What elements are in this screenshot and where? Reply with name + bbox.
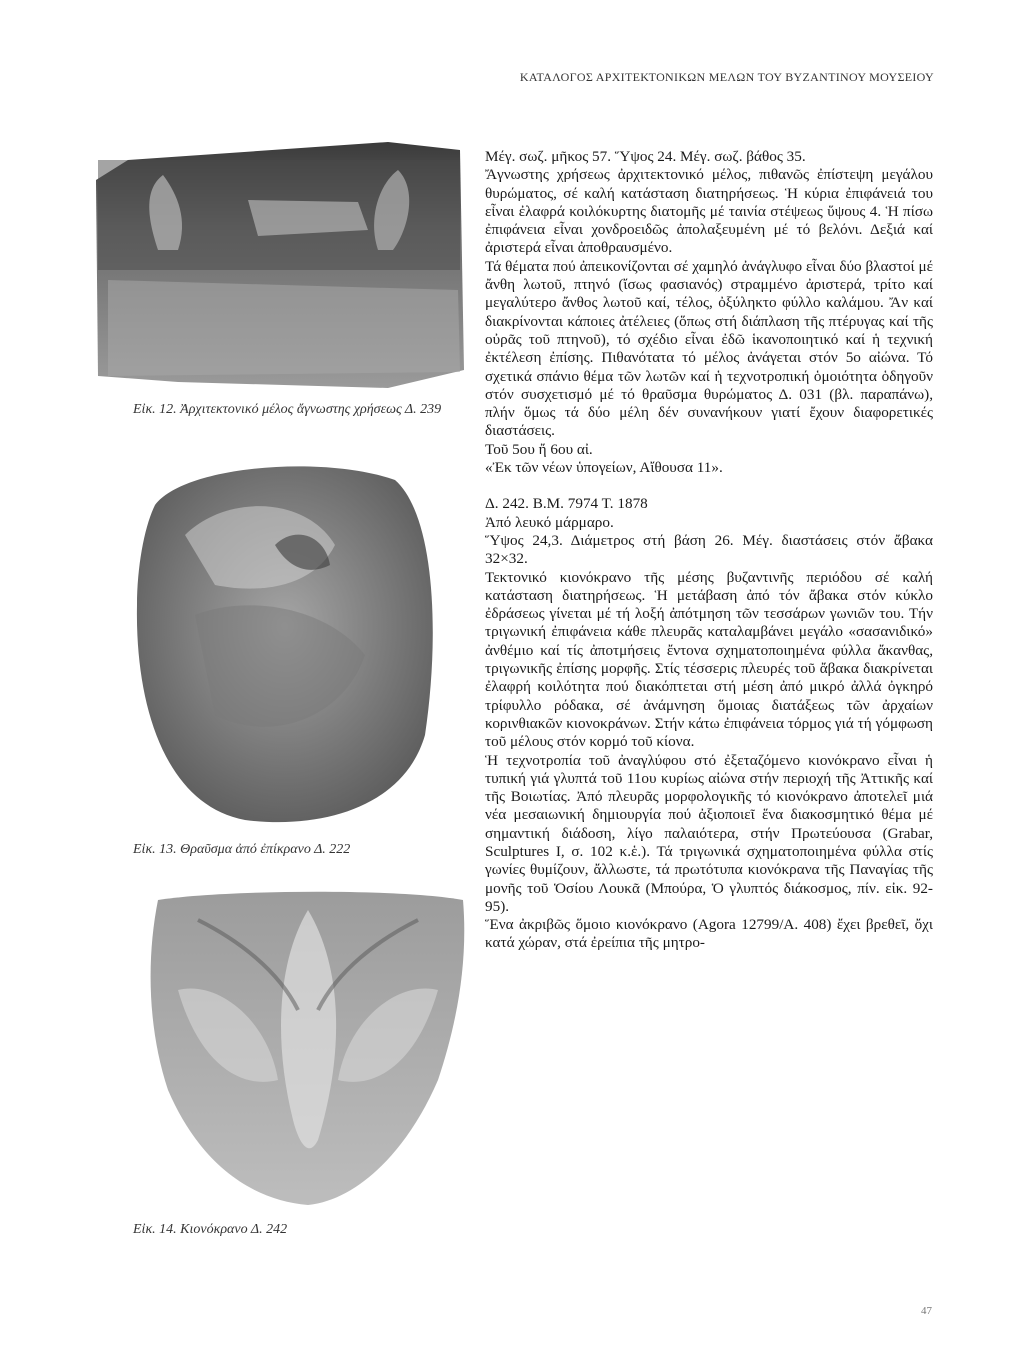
entry-239-description: Ἄγνωστης χρήσεως ἀρχιτεκτονικό μέλος, πιθανῶς ἐπίστεψη μεγάλου θυρώματος, σέ καλή κατάσταση διατηρήσεως. Ἡ κύρια ἐπιφάνειά του εἶναι ἐλαφρά κοιλόκυρτης διατομῆς μέ ταινία στέψεως ὕψους 4. Ἡ πίσω ἐπιφάνεια εἶναι χονδροειδῶς ἀπολαξευμένη μέ τό βελόνι. Δεξιά καί ἀριστερά εἶναι ἀποθραυσμένο. [485,166,933,257]
entry-242-dimensions: Ὕψος 24,3. Διάμετρος στή βάση 26. Μέγ. διαστάσεις στόν ἄβακα 32×32. [485,531,933,568]
entry-239-date: Τοῦ 5ου ἤ 6ου αἰ. [485,440,593,458]
entry-242-style: Ἡ τεχνοτροπία τοῦ ἀναγλύφου στό ἐξεταζόμενο κιονόκρανο εἶναι ἡ τυπική γιά γλυπτά τοῦ 11ου κυρίως αἰώνα στήν περιοχή τῆς Ἀττικῆς καί τῆς Βοιωτίας. Ἀπό πλευρᾶς μορφολογικῆς τό κιονόκρανο ἀποτελεῖ μιά νέα μεσαιωνική δημιουργία πού ἀξιοποιεῖ ἕνα διακοσμητικό θέμα μέ σημαντική διάδοση, λίγο παλαιότερα, στήν Πρωτεύουσα (Grabar, Sculptures I, σ. 102 κ.ἑ.). Τά τριγωνικά σχηματοποιημένα φύλλα στίς γωνίες θυμίζουν, ἄλλωστε, τά πρωτότυπα κιονόκρανα τῆς Παναγίας τῆς μονῆς τοῦ Ὁσίου Λουκᾶ (Μπούρα, Ὁ γλυπτός διάκοσμος, πίν. εἰκ. 92-95). [485,751,933,915]
entry-239-dimensions: Μέγ. σωζ. μῆκος 57. Ὕψος 24. Μέγ. σωζ. βάθος 35. [485,148,806,165]
entry-242-material: Ἀπό λευκό μάρμαρο. [485,513,614,531]
figure-12-photo [88,140,468,390]
figure-14-caption: Εἰκ. 14. Κιονόκρανο Δ. 242 [133,1222,288,1237]
entry-242-description: Τεκτονικό κιονόκρανο τῆς μέσης βυζαντινῆς περιόδου σέ καλή κατάσταση διατηρήσεως. Ἡ μετάβαση ἀπό τόν ἄβακα στόν κύκλο ἐδράσεως γίνεται μέ τή λοξή ἀπότμηση τῶν τεσσάρων γωνιῶν του. Τήν τριγωνική ἐπιφάνεια κάθε πλευρᾶς καταλαμβάνει μεγάλο «σασανιδικό» ἀνθέμιο καί τίς ἀποτμήσεις ἔντονα σχηματοποιημένα φύλλα ἄκανθας, τριγωνικῆς ἐπίσης μορφῆς. Στίς τέσσερις πλευρές τοῦ ἄβακα διακρίνεται ἐλαφρή κοιλότητα πού διακόπτεται στή μέση ἀπό μικρό ἀλλά ὀγκηρό τρίφυλλο ρόδακα, σέ ἀνάμνηση ὅμοιας διατάξεως τῶν ἀρχαίων κορινθιακῶν κιονοκράνων. Στήν κάτω ἐπιφάνεια τόρμος γιά τή γόμφωση τοῦ μέλους στόν κορμό τοῦ κίονα. [485,568,933,751]
figure-12-caption: Εἰκ. 12. Ἀρχιτεκτονικό μέλος ἄγνωστης χρήσεως Δ. 239 [133,402,442,417]
entry-239-analysis: Τά θέματα πού ἀπεικονίζονται σέ χαμηλό ἀνάγλυφο εἶναι δύο βλαστοί μέ ἄνθη λωτοῦ, πτηνό (ἴσως φασιανός) στραμμένο ἀριστερά, τρίτο καί μεγαλύτερο ἄνθος λωτοῦ καί, τέλος, ὀξύληκτο φύλλο καλάμου. Ἄν καί διακρίνονται κάποιες ἀτέλειες (ὅπως στή διάπλαση τῆς πτέρυγας καί τῆς οὐρᾶς τοῦ πτηνοῦ), τό σχέδιο εἶναι ἐδῶ ἱκανοποιητικό καί ἡ τεχνική ἐκτέλεση ἐπίσης. Πιθανότατα τό μέλος ἀνάγεται στόν 5ο αἰώνα. Τό σχετικά σπάνιο θέμα τῶν λωτῶν καί ἡ τεχνοτροπική ὁμοιότητα ὁδηγοῦν στόν συσχετισμό μέ τό θραῦσμα θυρώματος Δ. 031 (βλ. παραπάνω), πλήν ὅμως τά δύο μέλη δέν συνανήκουν γιατί ἔχουν διαφορετικές διαστάσεις. [485,257,933,440]
page-number: 47 [921,1305,932,1317]
catalog-text-column [485,148,933,953]
entry-239-provenance: «Ἐκ τῶν νέων ὑπογείων, Αἴθουσα 11». [485,459,723,477]
entry-242-parallel: Ἕνα ἀκριβῶς ὅμοιο κιονόκρανο (Agora 12799/A. 408) ἔχει βρεθεῖ, ὄχι κατά χώραν, στά ἐρείπια τῆς μητρο- [485,916,933,952]
figure-14-photo [138,880,478,1210]
figure-13-caption: Εἰκ. 13. Θραῦσμα ἀπό ἐπίκρανο Δ. 222 [133,842,351,857]
entry-242-heading: Δ. 242. Β.Μ. 7974 Τ. 1878 [485,495,648,513]
figure-13-photo [125,455,445,835]
running-header: ΚΑΤΑΛΟΓΟΣ ΑΡΧΙΤΕΚΤΟΝΙΚΩΝ ΜΕΛΩΝ ΤΟΥ ΒΥΖΑΝΤΙΝΟΥ ΜΟΥΣΕΙΟΥ [519,70,934,84]
